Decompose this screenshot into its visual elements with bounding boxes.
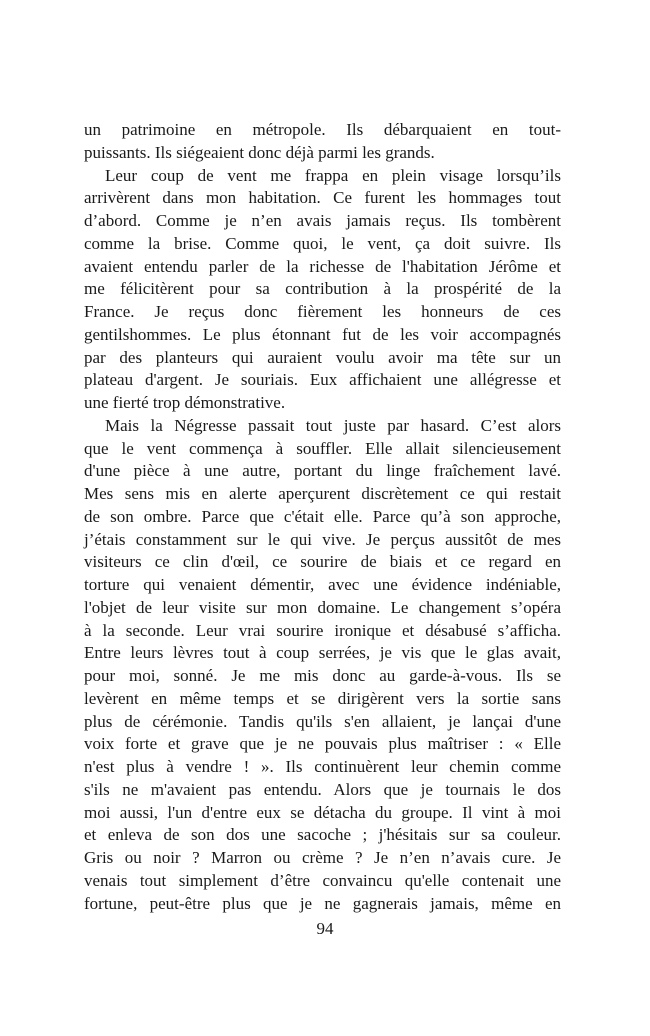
text-line: n'est plus à vendre ! ». Ils continuèrent leur chemin comme [84, 757, 561, 776]
text-line: Entre leurs lèvres tout à coup serrées, je vis que le glas avait, [84, 643, 561, 663]
text-line: arrivèrent dans mon habitation. Ce furent les hommages tout [84, 188, 561, 208]
paragraph [84, 415, 561, 916]
text-line: moi aussi, l'un d'entre eux se détacha du groupe. Il vint à moi [84, 802, 561, 822]
text-line: par des planteurs qui auraient voulu avoir ma tête sur un [84, 347, 561, 367]
text-line: d’abord. Comme je n’en avais jamais reçus. Ils tombèrent [84, 211, 561, 230]
text-line: plus de cérémonie. Tandis qu'ils s'en allaient, je lançai d'une [84, 711, 561, 731]
text-line: torture qui venaient démentir, avec une évidence indéniable, [84, 575, 561, 594]
text-line: plateau d'argent. Je souriais. Eux affichaient une allégresse et [84, 370, 561, 390]
text-line: gentilshommes. Le plus étonnant fut de les voir accompagnés [84, 324, 561, 344]
text-line: puissants. Ils siégeaient donc déjà parmi les grands. [84, 142, 435, 162]
paragraph [84, 119, 561, 165]
text-line: l'objet de leur visite sur mon domaine. Le changement s’opéra [84, 597, 561, 617]
text-line: de son ombre. Parce que c'était elle. Parce qu’à son approche, [84, 506, 561, 526]
text-line: un patrimoine en métropole. Ils débarquaient en tout- [84, 120, 561, 139]
text-line: une fierté trop démonstrative. [84, 393, 286, 412]
text-line: à la seconde. Leur vrai sourire ironique et désabusé s’afficha. [84, 620, 561, 640]
text-line: j’étais constamment sur le qui vive. Je perçus aussitôt de mes [84, 529, 561, 549]
text-line: Leur coup de vent me frappa en plein visage lorsqu’ils [105, 165, 561, 185]
text-line: me félicitèrent pour sa contribution à la prospérité de la [84, 279, 561, 299]
text-line: que le vent commença à souffler. Elle allait silencieusement [84, 438, 561, 458]
text-line: d'une pièce à une autre, portant du linge fraîchement lavé. [84, 461, 561, 481]
text-line: s'ils ne m'avaient pas entendu. Alors que je tournais le dos [84, 779, 561, 799]
text-line: venais tout simplement d’être convaincu qu'elle contenait une [84, 870, 561, 890]
paragraph [84, 165, 561, 415]
text-line: visiteurs ce clin d'œil, ce sourire de biais et ce regard en [84, 552, 561, 572]
text-line: Mes sens mis en alerte aperçurent discrètement ce qui restait [84, 484, 561, 503]
text-line: Mais la Négresse passait tout juste par hasard. C’est alors [105, 415, 561, 435]
text-line: pour moi, sonné. Je me mis donc au garde-à-vous. Ils se [84, 666, 561, 685]
text-line: comme la brise. Comme quoi, le vent, ça doit suivre. Ils [84, 233, 561, 253]
text-line: et enleva de son dos une sacoche ; j'hésitais sur sa couleur. [84, 825, 561, 845]
text-line: avaient entendu parler de la richesse de l'habitation Jérôme et [84, 256, 561, 276]
text-line: levèrent en même temps et se dirigèrent vers la sortie sans [84, 688, 561, 708]
body-text [84, 119, 561, 915]
text-line: France. Je reçus donc fièrement les honneurs de ces [84, 302, 561, 321]
text-line: Gris ou noir ? Marron ou crème ? Je n’en n’avais cure. Je [84, 848, 561, 867]
text-line: fortune, peut-être plus que je ne gagnerais jamais, même en [84, 893, 561, 913]
page-number: 94 [316, 919, 334, 938]
text-line: voix forte et grave que je ne pouvais plus maîtriser : « Elle [84, 734, 561, 754]
